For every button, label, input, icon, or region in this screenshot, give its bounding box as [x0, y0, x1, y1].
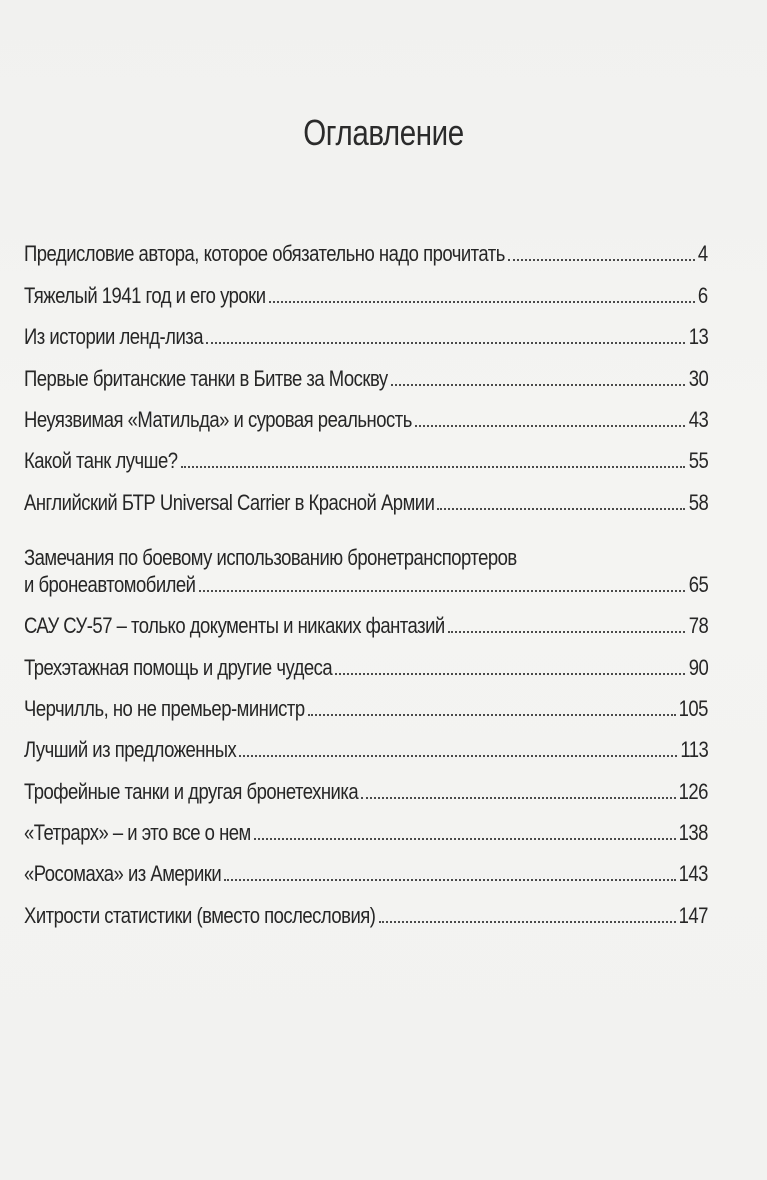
toc-entry-label: Трофейные танки и другая бронетехника	[24, 778, 359, 804]
dot-leader	[206, 336, 685, 344]
page-title: Оглавление	[303, 112, 464, 154]
toc-entry	[24, 639, 708, 680]
toc-page-number: 13	[688, 324, 708, 350]
toc-entry-label: Черчилль, но не премьер-министр	[24, 695, 305, 721]
dot-leader	[508, 253, 695, 261]
toc-entry	[24, 722, 708, 763]
toc-page-number: 78	[688, 613, 708, 639]
toc-page-number: 126	[678, 778, 708, 804]
toc-entry	[24, 846, 708, 887]
toc-page-number: 58	[688, 489, 708, 515]
dot-leader	[415, 419, 686, 427]
dot-leader	[437, 502, 685, 510]
toc-entry-label: Хитрости статистики (вместо послесловия)	[24, 902, 376, 928]
dot-leader	[239, 749, 677, 757]
toc-entry-label: Неуязвимая «Матильда» и суровая реальность	[24, 406, 412, 432]
toc-page-number: 6	[698, 282, 708, 308]
table-of-contents	[24, 226, 708, 929]
toc-entry	[24, 474, 708, 515]
toc-entry-label: Из истории ленд-лиза	[24, 324, 204, 350]
toc-page-number: 143	[678, 861, 708, 887]
toc-entry-label: Английский БТР Universal Carrier в Красной Армии	[24, 489, 435, 515]
toc-page-number: 147	[678, 902, 708, 928]
toc-entry	[24, 350, 708, 391]
dot-leader	[448, 625, 686, 633]
dot-leader	[224, 873, 676, 881]
dot-leader	[335, 667, 685, 675]
toc-page-number: 4	[698, 241, 708, 267]
toc-entry-label: «Росомаха» из Америки	[24, 861, 222, 887]
toc-entry	[24, 887, 708, 928]
dot-leader	[181, 460, 686, 468]
toc-page-number: 43	[688, 406, 708, 432]
toc-entry-label: Тяжелый 1941 год и его уроки	[24, 282, 266, 308]
toc-entry	[24, 516, 708, 598]
toc-entry	[24, 681, 708, 722]
toc-entry	[24, 226, 708, 267]
toc-entry-label: и бронеавтомобилей	[24, 571, 196, 597]
dot-leader	[308, 708, 676, 716]
toc-entry	[24, 598, 708, 639]
toc-entry-label: САУ СУ-57 – только документы и никаких фантазий	[24, 613, 445, 639]
toc-entry	[24, 433, 708, 474]
toc-entry-label-line1: Замечания по боевому использованию бронетранспортеров	[24, 544, 517, 570]
dot-leader	[269, 295, 696, 303]
toc-page-number: 90	[688, 654, 708, 680]
dot-leader	[199, 584, 686, 592]
dot-leader	[379, 915, 676, 923]
toc-page-number: 55	[688, 448, 708, 474]
toc-entry-label: Предисловие автора, которое обязательно надо прочитать	[24, 241, 505, 267]
toc-entry-label: Первые британские танки в Битве за Москву	[24, 365, 388, 391]
toc-page-number: 113	[680, 737, 708, 763]
toc-entry-label: «Тетрарх» – и это все о нем	[24, 820, 251, 846]
dot-leader	[361, 791, 676, 799]
toc-page-number: 138	[678, 820, 708, 846]
toc-entry-label: Трехэтажная помощь и другие чудеса	[24, 654, 333, 680]
toc-entry	[24, 392, 708, 433]
toc-page-number: 105	[678, 695, 708, 721]
dot-leader	[254, 832, 676, 840]
toc-page-number: 65	[688, 571, 708, 597]
toc-entry	[24, 267, 708, 308]
toc-entry	[24, 763, 708, 804]
toc-entry-label: Какой танк лучше?	[24, 448, 178, 474]
toc-entry	[24, 805, 708, 846]
toc-entry-label: Лучший из предложенных	[24, 737, 237, 763]
dot-leader	[391, 378, 686, 386]
toc-page-number: 30	[688, 365, 708, 391]
toc-entry	[24, 309, 708, 350]
